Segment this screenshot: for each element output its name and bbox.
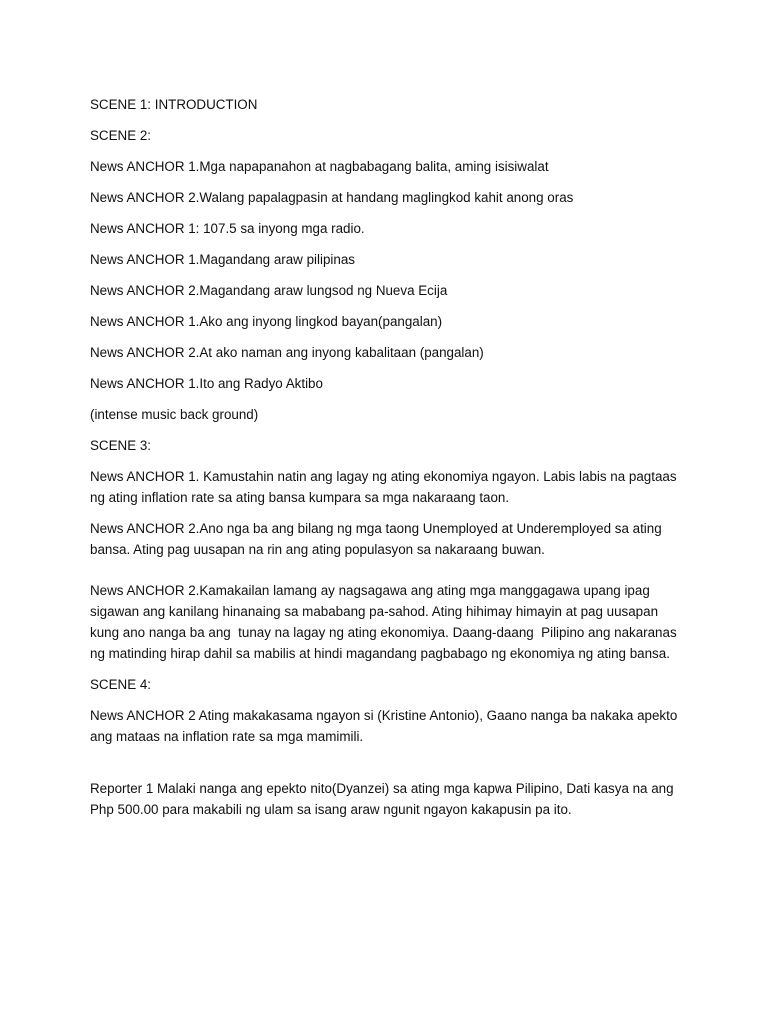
script-line: News ANCHOR 1.Ito ang Radyo Aktibo <box>90 376 323 391</box>
script-line: News ANCHOR 1.Ako ang inyong lingkod bayan(pangalan) <box>90 314 443 329</box>
script-line: News ANCHOR 1.Mga napapanahon at nagbabagang balita, aming isisiwalat <box>90 159 549 174</box>
script-line: News ANCHOR 2.Magandang araw lungsod ng Nueva Ecija <box>90 283 448 298</box>
script-body <box>90 94 690 830</box>
scene-1-heading: SCENE 1: INTRODUCTION <box>90 97 258 112</box>
script-line: News ANCHOR 2.Walang papalagpasin at handang maglingkod kahit anong oras <box>90 190 574 205</box>
scene-2-heading: SCENE 2: <box>90 128 152 143</box>
script-paragraph: News ANCHOR 2 Ating makakasama ngayon si (Kristine Antonio), Gaano nanga ba nakaka apekto ang mataas na inflation rate sa mga mamimili. <box>90 708 682 744</box>
reporter-paragraph: Reporter 1 Malaki nanga ang epekto nito(Dyanzei) sa ating mga kapwa Pilipino, Dati kasya na ang Php 500.00 para makabili ng ulam sa isang araw ngunit ngayon kakapusin pa ito. <box>90 781 678 817</box>
scene-4-heading: SCENE 4: <box>90 677 152 692</box>
stage-direction: (intense music back ground) <box>90 407 259 422</box>
script-paragraph: News ANCHOR 2.Ano nga ba ang bilang ng mga taong Unemployed at Underemployed sa ating bansa. Ating pag uusapan na rin ang ating populasyon sa nakaraang buwan. <box>90 521 666 557</box>
scene-3-heading: SCENE 3: <box>90 438 152 453</box>
script-paragraph: News ANCHOR 1. Kamustahin natin ang lagay ng ating ekonomiya ngayon. Labis labis na pagtaas ng ating inflation rate sa ating bansa kumpara sa mga nakaraang taon. <box>90 469 681 505</box>
script-line: News ANCHOR 2.At ako naman ang inyong kabalitaan (pangalan) <box>90 345 484 360</box>
script-paragraph: News ANCHOR 2.Kamakailan lamang ay nagsagawa ang ating mga manggagawa upang ipag sigawan ang kanilang hinanaing sa mababang pa-sahod. Ating hihimay himayin at pag uusapan kung ano nanga ba ang tunay na lagay ng ating ekonomiya. Daang-daang Pilipino ang nakaranas ng matinding hirap dahil sa mabilis at hindi magandang pagbabago ng ekonomiya ng ating bansa. <box>90 583 681 661</box>
script-line: News ANCHOR 1: 107.5 sa inyong mga radio. <box>90 221 365 236</box>
script-line: News ANCHOR 1.Magandang araw pilipinas <box>90 252 355 267</box>
